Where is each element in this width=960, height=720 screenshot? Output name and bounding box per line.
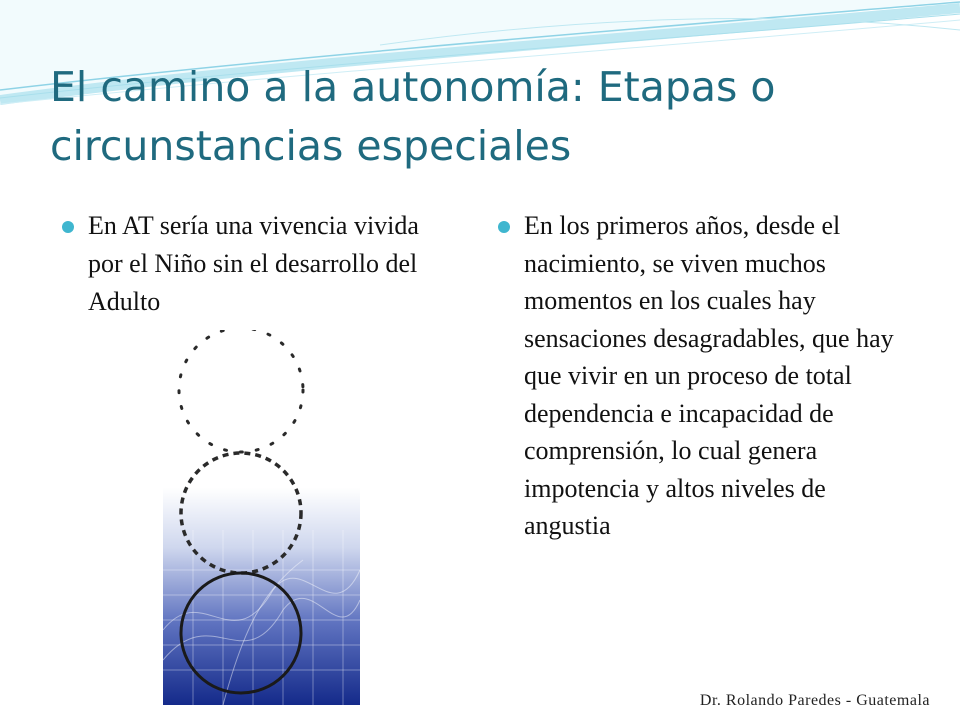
bullet-icon (498, 221, 510, 233)
bullet-item (62, 207, 422, 321)
footer-credit: Dr. Rolando Paredes - Guatemala (699, 692, 930, 709)
bullet-icon (62, 221, 74, 233)
three-stacked-circles-icon (163, 330, 360, 705)
right-bullet-list (498, 207, 908, 545)
bullet-text: En AT sería una vivencia vivida por el Niño sin el desarrollo del Adulto (88, 211, 419, 316)
slide-title: El camino a la autonomía: Etapas o circunstancias especiales (50, 63, 776, 170)
left-bullet-list (62, 207, 422, 321)
bullet-text: En los primeros años, desde el nacimiento, se viven muchos momentos en los cuales hay sensaciones desagradables, que hay que vivir en un proceso de total dependencia e incapacidad de comprensión, lo cual genera impotencia y altos niveles de angustia (524, 211, 894, 540)
bullet-item (498, 207, 908, 545)
